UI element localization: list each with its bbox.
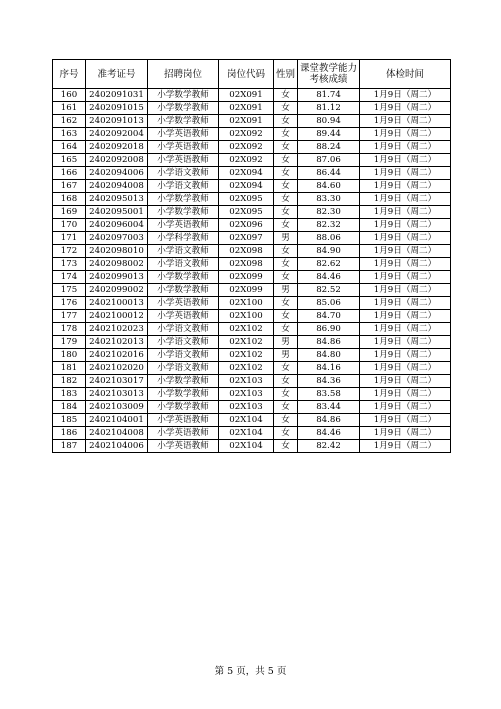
cell-score: 88.24 bbox=[298, 141, 360, 154]
cell-position: 小学数学教师 bbox=[148, 193, 219, 206]
cell-exam-time: 1月9日（周二） bbox=[360, 206, 451, 219]
cell-gender: 女 bbox=[274, 115, 298, 128]
cell-exam-id: 2402099013 bbox=[86, 271, 148, 284]
table-row bbox=[53, 115, 451, 128]
cell-score: 84.46 bbox=[298, 427, 360, 440]
cell-exam-id: 2402091013 bbox=[86, 115, 148, 128]
cell-exam-time: 1月9日（周二） bbox=[360, 375, 451, 388]
table-row bbox=[53, 440, 451, 453]
cell-seq: 164 bbox=[53, 141, 86, 154]
table-row bbox=[53, 336, 451, 349]
header-gender: 性别 bbox=[274, 60, 298, 89]
cell-exam-id: 2402092004 bbox=[86, 128, 148, 141]
cell-exam-time: 1月9日（周二） bbox=[360, 440, 451, 453]
table-row bbox=[53, 401, 451, 414]
cell-exam-id: 2402092018 bbox=[86, 141, 148, 154]
cell-code: 02X104 bbox=[219, 414, 274, 427]
cell-position: 小学语文教师 bbox=[148, 323, 219, 336]
cell-position: 小学语文教师 bbox=[148, 336, 219, 349]
cell-gender: 女 bbox=[274, 245, 298, 258]
cell-code: 02X102 bbox=[219, 323, 274, 336]
cell-score: 80.94 bbox=[298, 115, 360, 128]
cell-code: 02X100 bbox=[219, 310, 274, 323]
header-code: 岗位代码 bbox=[219, 60, 274, 89]
cell-code: 02X098 bbox=[219, 245, 274, 258]
cell-gender: 男 bbox=[274, 284, 298, 297]
table-row bbox=[53, 154, 451, 167]
table-header bbox=[53, 60, 451, 89]
cell-exam-time: 1月9日（周二） bbox=[360, 154, 451, 167]
cell-exam-time: 1月9日（周二） bbox=[360, 115, 451, 128]
cell-score: 84.46 bbox=[298, 271, 360, 284]
cell-code: 02X103 bbox=[219, 388, 274, 401]
cell-exam-id: 2402103009 bbox=[86, 401, 148, 414]
cell-exam-id: 2402100012 bbox=[86, 310, 148, 323]
cell-seq: 173 bbox=[53, 258, 86, 271]
header-row bbox=[53, 60, 451, 89]
table-row bbox=[53, 310, 451, 323]
cell-score: 86.90 bbox=[298, 323, 360, 336]
cell-code: 02X100 bbox=[219, 297, 274, 310]
cell-score: 84.90 bbox=[298, 245, 360, 258]
cell-gender: 女 bbox=[274, 297, 298, 310]
cell-seq: 177 bbox=[53, 310, 86, 323]
table-row bbox=[53, 323, 451, 336]
cell-exam-time: 1月9日（周二） bbox=[360, 141, 451, 154]
cell-exam-time: 1月9日（周二） bbox=[360, 414, 451, 427]
cell-code: 02X104 bbox=[219, 427, 274, 440]
cell-code: 02X102 bbox=[219, 349, 274, 362]
cell-seq: 160 bbox=[53, 89, 86, 102]
cell-score: 81.12 bbox=[298, 102, 360, 115]
cell-gender: 女 bbox=[274, 154, 298, 167]
table-row bbox=[53, 193, 451, 206]
cell-exam-time: 1月9日（周二） bbox=[360, 323, 451, 336]
cell-seq: 179 bbox=[53, 336, 86, 349]
cell-exam-id: 2402104008 bbox=[86, 427, 148, 440]
cell-score: 84.16 bbox=[298, 362, 360, 375]
cell-exam-id: 2402095013 bbox=[86, 193, 148, 206]
cell-exam-time: 1月9日（周二） bbox=[360, 271, 451, 284]
cell-score: 84.70 bbox=[298, 310, 360, 323]
table-row bbox=[53, 362, 451, 375]
cell-code: 02X091 bbox=[219, 102, 274, 115]
cell-score: 81.74 bbox=[298, 89, 360, 102]
cell-score: 82.52 bbox=[298, 284, 360, 297]
cell-position: 小学数学教师 bbox=[148, 102, 219, 115]
cell-gender: 女 bbox=[274, 323, 298, 336]
cell-exam-time: 1月9日（周二） bbox=[360, 245, 451, 258]
cell-gender: 女 bbox=[274, 167, 298, 180]
cell-position: 小学数学教师 bbox=[148, 388, 219, 401]
table-row bbox=[53, 206, 451, 219]
header-score-line2: 考核成绩 bbox=[309, 74, 348, 85]
cell-score: 84.60 bbox=[298, 180, 360, 193]
cell-exam-time: 1月9日（周二） bbox=[360, 193, 451, 206]
cell-position: 小学英语教师 bbox=[148, 128, 219, 141]
page-number: 第 5 页，共 5 页 bbox=[214, 666, 287, 677]
cell-gender: 女 bbox=[274, 401, 298, 414]
table-row bbox=[53, 102, 451, 115]
cell-exam-id: 2402099002 bbox=[86, 284, 148, 297]
cell-seq: 165 bbox=[53, 154, 86, 167]
cell-position: 小学科学教师 bbox=[148, 232, 219, 245]
cell-seq: 167 bbox=[53, 180, 86, 193]
cell-exam-time: 1月9日（周二） bbox=[360, 401, 451, 414]
cell-seq: 168 bbox=[53, 193, 86, 206]
cell-seq: 175 bbox=[53, 284, 86, 297]
cell-exam-time: 1月9日（周二） bbox=[360, 427, 451, 440]
cell-code: 02X102 bbox=[219, 362, 274, 375]
cell-position: 小学英语教师 bbox=[148, 440, 219, 453]
cell-code: 02X095 bbox=[219, 206, 274, 219]
cell-score: 83.30 bbox=[298, 193, 360, 206]
cell-seq: 162 bbox=[53, 115, 86, 128]
cell-exam-id: 2402096004 bbox=[86, 219, 148, 232]
cell-code: 02X102 bbox=[219, 336, 274, 349]
cell-exam-id: 2402102020 bbox=[86, 362, 148, 375]
cell-score: 84.36 bbox=[298, 375, 360, 388]
cell-seq: 182 bbox=[53, 375, 86, 388]
cell-seq: 185 bbox=[53, 414, 86, 427]
table-row bbox=[53, 427, 451, 440]
cell-position: 小学英语教师 bbox=[148, 414, 219, 427]
cell-seq: 187 bbox=[53, 440, 86, 453]
cell-gender: 男 bbox=[274, 232, 298, 245]
cell-exam-time: 1月9日（周二） bbox=[360, 336, 451, 349]
cell-position: 小学英语教师 bbox=[148, 154, 219, 167]
cell-gender: 女 bbox=[274, 414, 298, 427]
cell-exam-id: 2402104001 bbox=[86, 414, 148, 427]
table-row bbox=[53, 128, 451, 141]
cell-exam-id: 2402102013 bbox=[86, 336, 148, 349]
cell-exam-id: 2402103017 bbox=[86, 375, 148, 388]
cell-seq: 178 bbox=[53, 323, 86, 336]
cell-gender: 女 bbox=[274, 206, 298, 219]
cell-code: 02X098 bbox=[219, 258, 274, 271]
cell-code: 02X096 bbox=[219, 219, 274, 232]
cell-seq: 170 bbox=[53, 219, 86, 232]
cell-exam-id: 2402091015 bbox=[86, 102, 148, 115]
table-row bbox=[53, 89, 451, 102]
cell-gender: 女 bbox=[274, 271, 298, 284]
table-body bbox=[53, 89, 451, 453]
cell-seq: 166 bbox=[53, 167, 86, 180]
cell-gender: 女 bbox=[274, 102, 298, 115]
cell-score: 82.42 bbox=[298, 440, 360, 453]
cell-exam-id: 2402098010 bbox=[86, 245, 148, 258]
cell-exam-time: 1月9日（周二） bbox=[360, 362, 451, 375]
cell-seq: 184 bbox=[53, 401, 86, 414]
cell-code: 02X091 bbox=[219, 89, 274, 102]
cell-seq: 176 bbox=[53, 297, 86, 310]
cell-gender: 女 bbox=[274, 258, 298, 271]
header-exam-time: 体检时间 bbox=[360, 60, 451, 89]
cell-score: 87.06 bbox=[298, 154, 360, 167]
cell-exam-time: 1月9日（周二） bbox=[360, 297, 451, 310]
cell-exam-id: 2402094008 bbox=[86, 180, 148, 193]
cell-exam-time: 1月9日（周二） bbox=[360, 167, 451, 180]
cell-position: 小学数学教师 bbox=[148, 115, 219, 128]
cell-position: 小学英语教师 bbox=[148, 310, 219, 323]
cell-exam-id: 2402102023 bbox=[86, 323, 148, 336]
table-row bbox=[53, 141, 451, 154]
table-row bbox=[53, 414, 451, 427]
cell-position: 小学语文教师 bbox=[148, 180, 219, 193]
cell-position: 小学语文教师 bbox=[148, 167, 219, 180]
header-exam-id: 准考证号 bbox=[86, 60, 148, 89]
cell-seq: 171 bbox=[53, 232, 86, 245]
cell-score: 88.06 bbox=[298, 232, 360, 245]
cell-exam-id: 2402100013 bbox=[86, 297, 148, 310]
cell-exam-time: 1月9日（周二） bbox=[360, 284, 451, 297]
cell-code: 02X092 bbox=[219, 141, 274, 154]
cell-exam-id: 2402091031 bbox=[86, 89, 148, 102]
cell-gender: 女 bbox=[274, 180, 298, 193]
cell-exam-time: 1月9日（周二） bbox=[360, 388, 451, 401]
cell-code: 02X091 bbox=[219, 115, 274, 128]
cell-position: 小学数学教师 bbox=[148, 401, 219, 414]
cell-exam-time: 1月9日（周二） bbox=[360, 102, 451, 115]
cell-score: 84.86 bbox=[298, 336, 360, 349]
cell-exam-id: 2402092008 bbox=[86, 154, 148, 167]
cell-score: 82.62 bbox=[298, 258, 360, 271]
cell-gender: 女 bbox=[274, 388, 298, 401]
cell-exam-id: 2402098002 bbox=[86, 258, 148, 271]
cell-exam-id: 2402103013 bbox=[86, 388, 148, 401]
cell-position: 小学语文教师 bbox=[148, 349, 219, 362]
cell-gender: 女 bbox=[274, 128, 298, 141]
cell-seq: 183 bbox=[53, 388, 86, 401]
cell-gender: 女 bbox=[274, 375, 298, 388]
table-row bbox=[53, 167, 451, 180]
cell-position: 小学英语教师 bbox=[148, 219, 219, 232]
cell-code: 02X103 bbox=[219, 375, 274, 388]
header-seq: 序号 bbox=[53, 60, 86, 89]
cell-score: 85.06 bbox=[298, 297, 360, 310]
cell-gender: 男 bbox=[274, 349, 298, 362]
cell-position: 小学英语教师 bbox=[148, 141, 219, 154]
header-score bbox=[298, 60, 360, 89]
header-score-line1: 课堂教学能力 bbox=[299, 63, 357, 74]
cell-code: 02X099 bbox=[219, 271, 274, 284]
cell-code: 02X104 bbox=[219, 440, 274, 453]
cell-exam-time: 1月9日（周二） bbox=[360, 89, 451, 102]
cell-score: 83.44 bbox=[298, 401, 360, 414]
table-row bbox=[53, 258, 451, 271]
cell-gender: 女 bbox=[274, 310, 298, 323]
cell-seq: 174 bbox=[53, 271, 86, 284]
cell-gender: 女 bbox=[274, 362, 298, 375]
cell-score: 86.44 bbox=[298, 167, 360, 180]
cell-position: 小学英语教师 bbox=[148, 427, 219, 440]
table-row bbox=[53, 219, 451, 232]
cell-code: 02X103 bbox=[219, 401, 274, 414]
cell-exam-time: 1月9日（周二） bbox=[360, 258, 451, 271]
cell-seq: 169 bbox=[53, 206, 86, 219]
cell-position: 小学语文教师 bbox=[148, 258, 219, 271]
cell-gender: 女 bbox=[274, 193, 298, 206]
cell-score: 82.30 bbox=[298, 206, 360, 219]
cell-seq: 161 bbox=[53, 102, 86, 115]
cell-code: 02X099 bbox=[219, 284, 274, 297]
cell-position: 小学英语教师 bbox=[148, 297, 219, 310]
cell-position: 小学语文教师 bbox=[148, 362, 219, 375]
cell-gender: 女 bbox=[274, 427, 298, 440]
cell-exam-time: 1月9日（周二） bbox=[360, 219, 451, 232]
cell-position: 小学数学教师 bbox=[148, 89, 219, 102]
table-row bbox=[53, 375, 451, 388]
cell-exam-id: 2402104006 bbox=[86, 440, 148, 453]
cell-gender: 女 bbox=[274, 440, 298, 453]
cell-position: 小学语文教师 bbox=[148, 245, 219, 258]
cell-seq: 163 bbox=[53, 128, 86, 141]
cell-score: 84.86 bbox=[298, 414, 360, 427]
cell-score: 84.80 bbox=[298, 349, 360, 362]
cell-gender: 女 bbox=[274, 89, 298, 102]
cell-seq: 186 bbox=[53, 427, 86, 440]
results-table bbox=[52, 59, 451, 453]
cell-exam-id: 2402095001 bbox=[86, 206, 148, 219]
cell-exam-time: 1月9日（周二） bbox=[360, 232, 451, 245]
cell-code: 02X095 bbox=[219, 193, 274, 206]
table-row bbox=[53, 388, 451, 401]
table-row bbox=[53, 297, 451, 310]
cell-exam-time: 1月9日（周二） bbox=[360, 180, 451, 193]
cell-seq: 172 bbox=[53, 245, 86, 258]
cell-seq: 181 bbox=[53, 362, 86, 375]
cell-code: 02X094 bbox=[219, 167, 274, 180]
cell-code: 02X097 bbox=[219, 232, 274, 245]
table-row bbox=[53, 284, 451, 297]
cell-exam-id: 2402102016 bbox=[86, 349, 148, 362]
cell-exam-time: 1月9日（周二） bbox=[360, 310, 451, 323]
table-row bbox=[53, 232, 451, 245]
table-row bbox=[53, 180, 451, 193]
cell-score: 89.44 bbox=[298, 128, 360, 141]
cell-gender: 女 bbox=[274, 219, 298, 232]
cell-seq: 180 bbox=[53, 349, 86, 362]
cell-position: 小学数学教师 bbox=[148, 206, 219, 219]
cell-exam-id: 2402094006 bbox=[86, 167, 148, 180]
table-row bbox=[53, 271, 451, 284]
cell-code: 02X092 bbox=[219, 154, 274, 167]
cell-code: 02X092 bbox=[219, 128, 274, 141]
cell-gender: 女 bbox=[274, 141, 298, 154]
cell-exam-time: 1月9日（周二） bbox=[360, 349, 451, 362]
table-row bbox=[53, 245, 451, 258]
header-position: 招聘岗位 bbox=[148, 60, 219, 89]
cell-exam-id: 2402097003 bbox=[86, 232, 148, 245]
table-row bbox=[53, 349, 451, 362]
cell-position: 小学数学教师 bbox=[148, 271, 219, 284]
cell-position: 小学数学教师 bbox=[148, 284, 219, 297]
cell-gender: 男 bbox=[274, 336, 298, 349]
cell-exam-time: 1月9日（周二） bbox=[360, 128, 451, 141]
cell-code: 02X094 bbox=[219, 180, 274, 193]
cell-position: 小学数学教师 bbox=[148, 375, 219, 388]
cell-score: 82.32 bbox=[298, 219, 360, 232]
cell-score: 83.58 bbox=[298, 388, 360, 401]
